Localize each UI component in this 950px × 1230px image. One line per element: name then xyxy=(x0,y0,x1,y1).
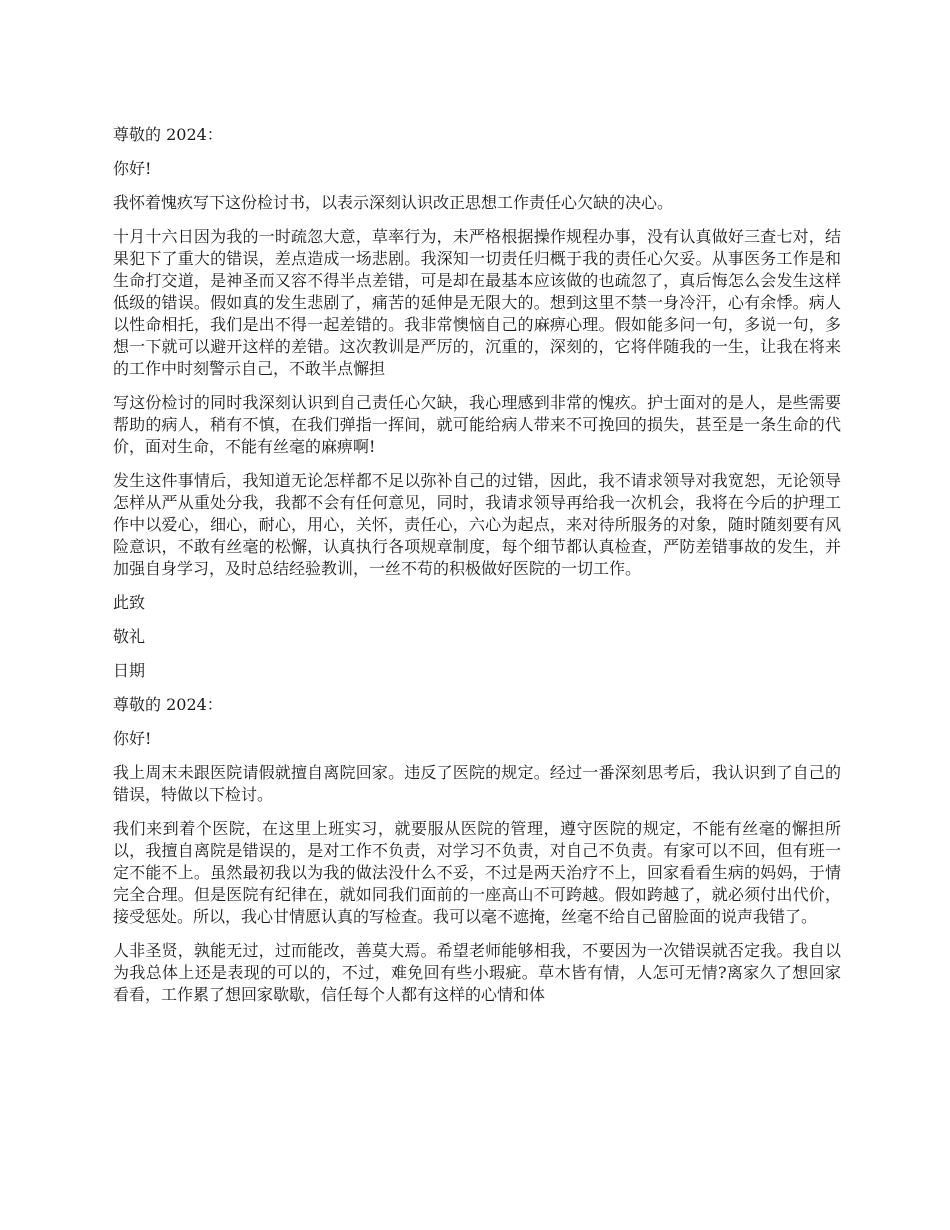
document-body xyxy=(113,124,841,1018)
greeting: 你好! xyxy=(113,729,152,748)
intro-paragraph: 我怀着愧疚写下这份检讨书，以表示深刻认识改正思想工作责任心欠缺的决心。 xyxy=(113,193,674,212)
greeting: 你好! xyxy=(113,159,152,178)
body-paragraph: 发生这件事情后，我知道无论怎样都不足以弥补自己的过错，因此，我不请求领导对我宽恕，无论领导怎样从严从重处分我，我都不会有任何意见，同时，我请求领导再给我一次机会，我将在今后的护理工作中以爱心，细心，耐心，用心，关怀，责任心，六心为起点，来对待所服务的对象，随时随刻要有风险意识，不敢有丝毫的松懈，认真执行各项规章制度，每个细节都认真检查，严防差错事故的发生，并加强自身学习，及时总结经验教训，一丝不苟的积极做好医院的一切工作。 xyxy=(113,471,841,578)
intro-paragraph: 我上周末未跟医院请假就擅自离院回家。违反了医院的规定。经过一番深刻思考后，我认识到了自己的错误，特做以下检讨。 xyxy=(113,763,841,804)
date-line: 日期 xyxy=(113,661,146,680)
body-paragraph: 十月十六日因为我的一时疏忽大意，草率行为，未严格根据操作规程办事，没有认真做好三查七对，结果犯下了重大的错误，差点造成一场悲剧。我深知一切责任归概于我的责任心欠妥。从事医务工作是和生命打交道，是神圣而又容不得半点差错，可是却在最基本应该做的也疏忽了，真后悔怎么会发生这样低级的错误。假如真的发生悲剧了，痛苦的延伸是无限大的。想到这里不禁一身冷汗，心有余悸。病人以性命相托，我们是出不得一起差错的。我非常懊恼自己的麻痹心理。假如能多问一句，多说一句，多想一下就可以避开这样的差错。这次教训是严厉的，沉重的，深刻的，它将伴随我的一生，让我在将来的工作中时刻警示自己，不敢半点懈担 xyxy=(113,227,841,378)
body-paragraph: 写这份检讨的同时我深刻认识到自己责任心欠缺，我心理感到非常的愧疚。护士面对的是人，是些需要帮助的病人，稍有不慎，在我们弹指一挥间，就可能给病人带来不可挽回的损失，甚至是一条生命的代价，面对生命，不能有丝毫的麻痹啊! xyxy=(113,393,841,456)
body-paragraph: 人非圣贤，孰能无过，过而能改，善莫大焉。希望老师能够相我，不要因为一次错误就否定我。我自以为我总体上还是表现的可以的，不过，难免回有些小瑕疵。草木皆有情，人怎可无情?离家久了想回家看看，工作累了想回家歇歇，信任每个人都有这样的心情和体 xyxy=(113,941,841,1004)
closing-salute: 敬礼 xyxy=(113,627,146,646)
salutation: 尊敬的 2024： xyxy=(113,125,223,144)
body-paragraph: 我们来到着个医院，在这里上班实习，就要服从医院的管理，遵守医院的规定，不能有丝毫的懈担所以，我擅自离院是错误的，是对工作不负责，对学习不负责，对自己不负责。有家可以不回，但有班一定不能不上。虽然最初我以为我的做法没什么不妥，不过是两天治疗不上，回家看看生病的妈妈，于情完全合理。但是医院有纪律在，就如同我们面前的一座高山不可跨越。假如跨越了，就必须付出代价，接受惩处。所以，我心甘情愿认真的写检查。我可以毫不遮掩，丝毫不给自己留脸面的说声我错了。 xyxy=(113,819,841,926)
closing-line: 此致 xyxy=(113,593,146,612)
salutation: 尊敬的 2024： xyxy=(113,695,223,714)
